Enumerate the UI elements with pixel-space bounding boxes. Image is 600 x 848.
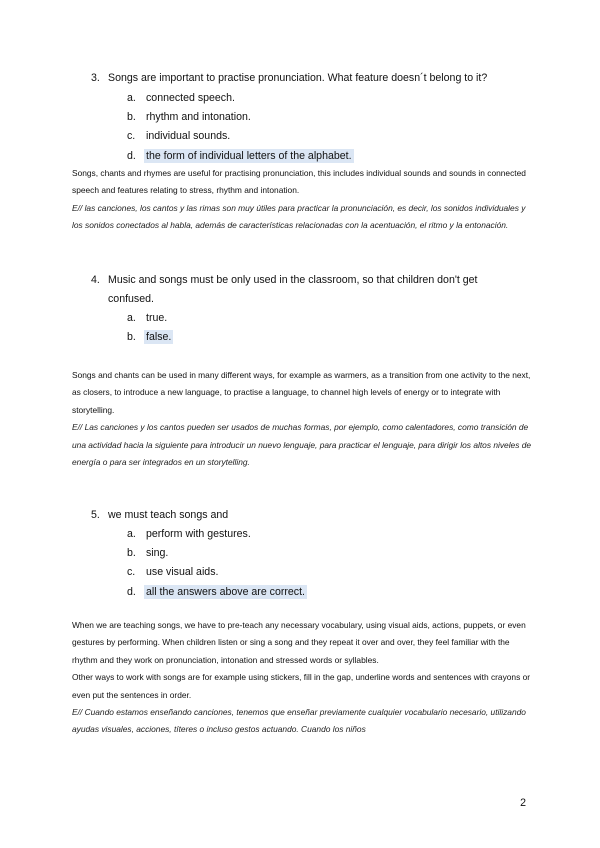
q3-explanation	[72, 165, 532, 235]
question-4-text-line1: Music and songs must be only used in the classroom, so that children don't get	[108, 274, 478, 286]
q5-option-c	[127, 563, 307, 582]
q5-explanation-english-1: When we are teaching songs, we have to pre-teach any necessary vocabulary, using visual aids, actions, puppets, or even gestures by performing. When children listen or sing a song and they repeat it over and over, they feel familiar with the rhythm and they work on pronunciation, intonation and stressed words or syllables.	[72, 620, 526, 665]
question-4-number: 4.	[91, 274, 100, 286]
q3-option-c-text: individual sounds.	[146, 130, 231, 143]
q5-option-d-correct	[127, 583, 307, 602]
q5-option-d-text: all the answers above are correct.	[146, 585, 305, 598]
q5-option-a	[127, 525, 307, 544]
q4-option-b-text: false.	[146, 331, 172, 344]
q5-option-c-text: use visual aids.	[146, 566, 219, 579]
q4-option-a-text: true.	[146, 312, 168, 324]
q5-option-b-text: sing.	[146, 547, 169, 560]
q3-option-c	[127, 127, 354, 146]
q3-option-d-text: the form of individual letters of the alphabet.	[146, 149, 352, 162]
q3-option-d-correct	[127, 147, 354, 166]
q5-option-b	[127, 544, 307, 563]
q3-option-a	[127, 89, 354, 108]
q3-explanation-spanish: E// las canciones, los cantos y las rimas son muy útiles para practicar la pronunciación, es decir, los sonidos individuales y los sonidos conectados al habla, además de características relacionadas con la acentuación, el ritmo y la entonación.	[72, 202, 526, 231]
q4-explanation	[72, 367, 532, 471]
q5-explanation-english-2: Other ways to work with songs are for example using stickers, fill in the gap, underline words and sentences with crayons or even put the sentences in order.	[72, 672, 531, 700]
page-number: 2	[520, 797, 526, 809]
q4-explanation-spanish: E// Las canciones y los cantos pueden ser usados de muchas formas, por ejemplo, como calentadores, como transición de una actividad hacia la siguiente para introducir un nuevo lenguaje, para practicar el lenguaje, para dirigir los altos niveles de energía o para ser integrados en un storytelling.	[72, 422, 532, 468]
q4-option-a	[127, 309, 173, 328]
q5-option-a-letter: a.	[127, 528, 136, 540]
question-3-number: 3.	[91, 72, 100, 84]
q3-explanation-english: Songs, chants and rhymes are useful for practising pronunciation, this includes individual sounds and sounds in connected speech and features relating to stress, rhythm and intonation.	[72, 168, 526, 196]
question-4-text-line2: confused.	[108, 293, 154, 305]
question-4	[91, 271, 477, 309]
q4-explanation-english: Songs and chants can be used in many different ways, for example as warmers, as a transition from one activity to the next, as closers, to introduce a new language, to practise a language, to channel high levels of energy or to integrate with storytelling.	[72, 370, 531, 415]
q3-option-b-text: rhythm and intonation.	[146, 111, 251, 124]
q5-explanation	[72, 617, 532, 739]
question-5	[91, 506, 228, 525]
q4-option-a-letter: a.	[127, 312, 136, 324]
q3-option-c-letter: c.	[127, 130, 136, 143]
q5-option-d-letter: d.	[127, 585, 136, 598]
question-5-text: we must teach songs and	[108, 509, 229, 521]
question-4-options	[127, 309, 173, 347]
question-3-options	[127, 89, 354, 166]
q3-option-a-letter: a.	[127, 92, 136, 104]
q3-option-b	[127, 108, 354, 127]
question-3-text: Songs are important to practise pronunciation. What feature doesn´t belong to it?	[108, 72, 488, 84]
q3-option-b-letter: b.	[127, 111, 136, 124]
q3-option-d-letter: d.	[127, 149, 136, 162]
q4-option-b-correct	[127, 328, 173, 347]
q5-option-b-letter: b.	[127, 547, 136, 560]
q5-explanation-spanish: E// Cuando estamos enseñando canciones, tenemos que enseñar previamente cualquier vocabulario necesario, utilizando ayudas visuales, acciones, títeres o incluso gestos actuando. Cuando los niños	[72, 707, 526, 735]
question-3	[91, 69, 487, 88]
q3-option-a-text: connected speech.	[146, 92, 235, 104]
question-5-number: 5.	[91, 509, 100, 521]
question-5-options	[127, 525, 307, 602]
q5-option-c-letter: c.	[127, 566, 136, 579]
q4-option-b-letter: b.	[127, 331, 136, 344]
q5-option-a-text: perform with gestures.	[146, 528, 251, 540]
